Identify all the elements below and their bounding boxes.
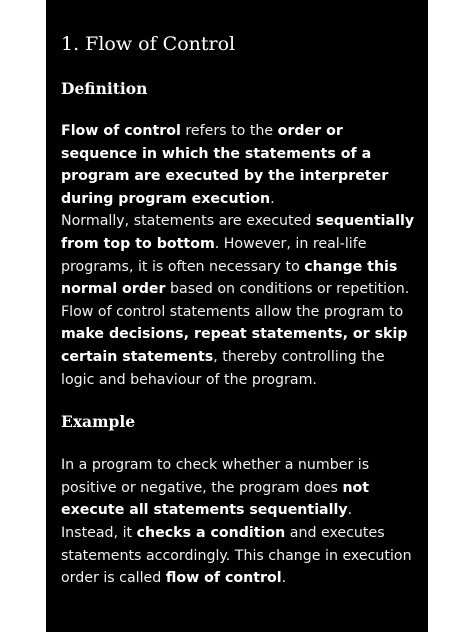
example-body — [61, 454, 418, 590]
text-run: . However, in real-life programs, it is often necessary to — [61, 235, 367, 275]
definition-paragraph-1 — [61, 120, 418, 210]
text-run: Instead, it — [61, 524, 137, 541]
definition-body — [61, 120, 418, 391]
document-page — [46, 0, 428, 632]
bold-text-run: order or sequence in which the statements of a program are executed by the interpreter during program execution — [61, 123, 389, 207]
text-run: , thereby controlling the logic and behaviour of the program. — [61, 348, 385, 388]
section-title: 1. Flow of Control — [61, 33, 236, 55]
bold-text-run: not execute all statements sequentially — [61, 479, 370, 519]
definition-paragraph-2 — [61, 210, 418, 300]
example-heading: Example — [61, 412, 136, 432]
example-paragraph-1 — [61, 454, 418, 522]
bold-text-run: make decisions, repeat statements, or skip certain statements — [61, 326, 408, 365]
bold-text-run: checks a condition — [136, 524, 286, 541]
text-run: . — [281, 570, 287, 587]
text-run: . — [347, 502, 353, 519]
text-run: based on conditions or repetition. — [165, 281, 410, 298]
text-run: Normally, statements are executed — [61, 213, 316, 230]
bold-text-run: change this normal order — [61, 258, 398, 298]
definition-heading: Definition — [61, 79, 148, 98]
bold-text-run: flow of control — [165, 570, 282, 587]
text-run: refers to the — [180, 123, 278, 139]
definition-paragraph-3 — [61, 301, 418, 391]
bold-text-run: sequentially from top to bottom — [61, 213, 415, 252]
text-run: Flow of control statements allow the program to — [61, 303, 404, 320]
bold-text-run: Flow of control — [61, 123, 181, 139]
text-run: . — [270, 190, 275, 207]
example-paragraph-2 — [61, 522, 418, 590]
text-run: In a program to check whether a number is positive or negative, the program does — [61, 457, 370, 496]
text-run: and executes statements accordingly. This change in execution order is called — [61, 524, 412, 587]
